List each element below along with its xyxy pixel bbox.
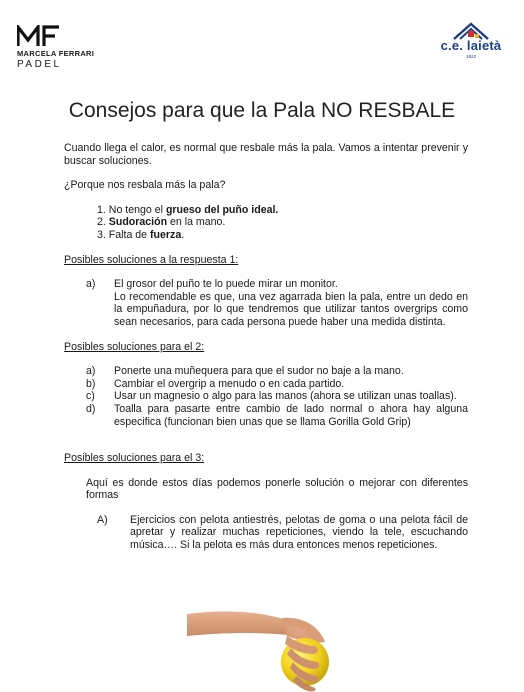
list-item: d) Toalla para pasarte entre cambio de lado normal o ahora hay alguna especifica (funcionan bien unas que se llama Gorilla Gold Grip) [86,402,468,428]
causes-list [64,204,468,242]
document-body [64,142,468,552]
page-title: Consejos para que la Pala NO RESBALE [68,99,456,122]
list-item: a) El grosor del puño te lo puede mirar un monitor. Lo recomendable es que, una vez agarrada bien la pala, entre un dedo en la empuñadura, por lo que tendremos que utilizar tantos overgrips como sean necesarios, para cada persona puede haber una medida distinta. [86,278,468,328]
logo-brand-sub: PADEL [17,59,62,70]
section3-heading: Posibles soluciones para el 3: [64,452,205,465]
list-item: a) Ponerte una muñequera para que el sudor no baje a la mano. [86,365,404,378]
ce-laieta-year: 1922 [465,54,476,59]
hand-squeezing-ball-image [187,602,347,692]
ce-laieta-name: c.e. laietà [440,38,502,53]
ce-laieta-logo [431,22,511,59]
list-item: 2. Sudoración en la mano. [97,216,226,229]
section2-list [64,365,468,428]
section2-heading: Posibles soluciones para el 2: [64,340,205,353]
list-item: 1. No tengo el grueso del puño ideal. [97,203,279,216]
mf-monogram-icon [17,25,61,47]
intro-paragraph: Cuando llega el calor, es normal que resbale más la pala. Vamos a intentar prevenir y buscar soluciones. [64,142,468,167]
section1-heading: Posibles soluciones a la respuesta 1: [64,253,239,266]
question-line: ¿Porque nos resbala más la pala? [64,179,226,192]
marcela-ferrari-logo [17,25,94,70]
list-item: A) Ejercicios con pelota antiestrés, pelotas de goma o una pelota fácil de apretar y realizar muchas repeticiones, viendo la tele, escuchando música…. Si la pelota es más dura entonces menos repeticiones. [97,513,468,552]
list-item: b) Cambiar el overgrip a menudo o en cada partido. [86,377,345,390]
logo-brand-name: MARCELA FERRARI [17,49,95,58]
list-item: c) Usar un magnesio o algo para las manos (ahora se utilizan unas toallas). [86,390,457,403]
section3-intro: Aquí es donde estos días podemos ponerle solución o mejorar con diferentes formas [86,476,468,502]
list-item: 3. Falta de fuerza. [97,228,185,241]
